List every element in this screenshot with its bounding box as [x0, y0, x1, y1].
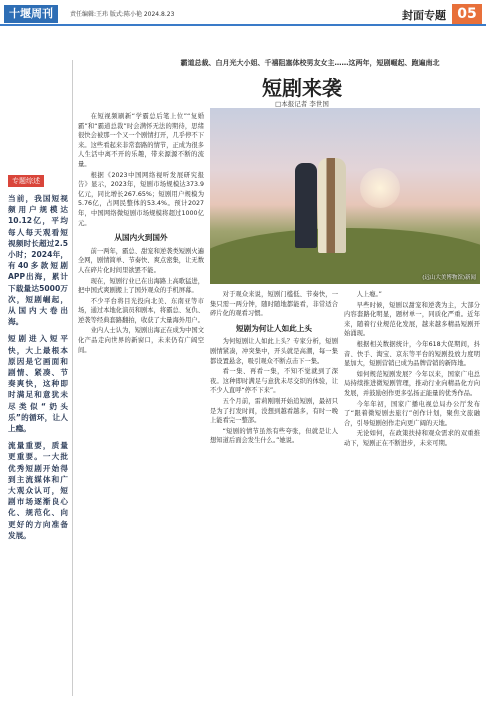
body-paragraph: 无论如何，在政策扶持和观众需求的双重推动下，短剧正在不断进步，未来可期。 — [344, 430, 480, 447]
body-paragraph: 五个月前，雷莉刚刚开始追短剧，最初只是为了打发时间，没想到越看越多，有时一晚上能看完一整部。 — [210, 397, 338, 425]
newspaper-brand: 十堰周刊 — [4, 5, 58, 23]
article-title: 短剧来袭 — [262, 76, 342, 100]
sidebar-paragraph: 当前，我国短视频用户规模达10.12亿，平均每人每天观看短视频时长超过2.5小时；2024年，有40多款短剧APP出海，累计下载量达5000万次，短剧崛起，从国内大卷出海。 — [8, 194, 68, 327]
photo-caption: (远山大美博物馆)新闻 — [422, 275, 476, 281]
page-header — [0, 0, 486, 26]
subheading: 从国内火到国外 — [114, 233, 168, 243]
column-divider — [72, 60, 73, 696]
article-column-3 — [344, 290, 480, 698]
body-paragraph: 不少平台将目光投向北美、东南亚等市场，通过本地化演员和剧本，将霸总、复仇、逆袭等经典套路翻拍，收获了大量海外用户。 — [78, 297, 204, 324]
body-paragraph: 根据相关数据统计，今年618大促期间，抖音、快手、淘宝、京东等平台的短剧投放力度明显加大，短剧营销已成为品牌营销的新阵地。 — [344, 340, 480, 368]
body-paragraph: 对于观众来说，短剧门槛低、节奏快，一集只需一两分钟，随时随地都能看，非常适合碎片化的观看习惯。 — [210, 291, 338, 318]
body-paragraph: 为何短剧让人如此上头？专家分析，短剧剧情紧凑，冲突集中，开头就是高潮，每一集都设置悬念，吸引观众不断点击下一集。 — [210, 338, 338, 365]
article-column-1 — [78, 112, 204, 698]
photo-person-right — [318, 158, 346, 253]
body-paragraph: 在短视频刷新“学霸总后笔上位”“复婚霸”和“霸道总裁”时会满怀无法的期待，思绪很快会被那一个又一个剧情打开，几乎停不下来。这些看起来非常套路的情节，正成为很多人生活中离不开的乐趣，带来源源不断的流量。 — [78, 113, 204, 168]
body-paragraph: 现在，短剧行业已在出海路上高歌猛进，把中国式爽剧搬上了国外观众的手机屏幕。 — [78, 277, 204, 295]
sidebar-summary — [8, 168, 68, 547]
photo-person-left — [295, 163, 317, 248]
body-paragraph: 业内人士认为，短剧出海正在成为中国文化产品走向世界的新窗口，未来仍有广阔空间。 — [78, 327, 204, 354]
photo-sun — [360, 168, 400, 208]
article-byline: □本报记者 李世国 — [275, 100, 329, 108]
article-photo — [210, 108, 480, 284]
page-number: 05 — [452, 4, 482, 24]
body-paragraph: 早些时候，短剧以甜宠和逆袭为主，大部分内容套路化明显，题材单一，同质化严重。近年来，随着行业规范化发展，越来越多精品短剧开始涌现。 — [344, 301, 480, 338]
article-kicker: 霸道总裁、白月光大小姐、千禧阻塞体校男友女主……这两年，短剧崛起、跑遍南北 — [180, 59, 440, 67]
section-title: 封面专题 — [402, 9, 446, 22]
body-paragraph: 看一集、再看一集，不知不觉就到了深夜。这种即时满足与意犹未尽交织的体验，让不少人直呼“停不下来”。 — [210, 368, 338, 395]
sidebar-tag: 专题综述 — [8, 175, 44, 187]
body-paragraph: “短剧的情节虽然有些夸张，但就是让人想知道后面会发生什么。”她说。 — [210, 427, 338, 445]
body-paragraph: 前一两年，霸总、甜宠和逆袭类短剧火遍全网，剧情简单、节奏快、爽点密集，让无数人在碎片化时间里欲罢不能。 — [78, 247, 204, 274]
body-paragraph: 人上瘾。” — [356, 291, 382, 298]
subheading: 短剧为何让人如此上头 — [236, 323, 312, 333]
body-paragraph: 如何规范短剧发展？今年以来，国家广电总局持续推进微短剧管理，推动行业向精品化方向发展，并鼓励创作更多弘扬正能量的优秀作品。 — [344, 370, 480, 397]
edit-credits: 责任编辑:王玮 版式:陈小艳 2024.8.23 — [70, 11, 175, 18]
body-paragraph: 根据《2023中国网络视听发展研究报告》显示，2023年，短剧市场规模达373.9亿元，同比增长267.65%；短剧用户规模为5.76亿，占网民整体的53.4%。预计2027年，中国网络微短剧市场规模将超过1000亿元。 — [78, 171, 204, 227]
article-column-2 — [210, 290, 338, 698]
body-paragraph: 今年年初，国家广播电视总局办公厅发布了“跟着微短剧去旅行”创作计划，聚焦文旅融合，引导短剧创作走向更广阔的天地。 — [344, 400, 480, 427]
sidebar-paragraph: 流量重要，质量更重要。一大批优秀短剧开始得到主流媒体和广大观众认可，短剧市场逐渐良心化、规范化、向更好的方向准备发展。 — [8, 441, 68, 540]
sidebar-paragraph: 短剧进入短平快，大上最根本原因是它画面和剧情、紧凑、节奏爽快，这种即时满足和意犹未尽类似“奶头乐”的循环，让人上瘾。 — [8, 334, 68, 434]
